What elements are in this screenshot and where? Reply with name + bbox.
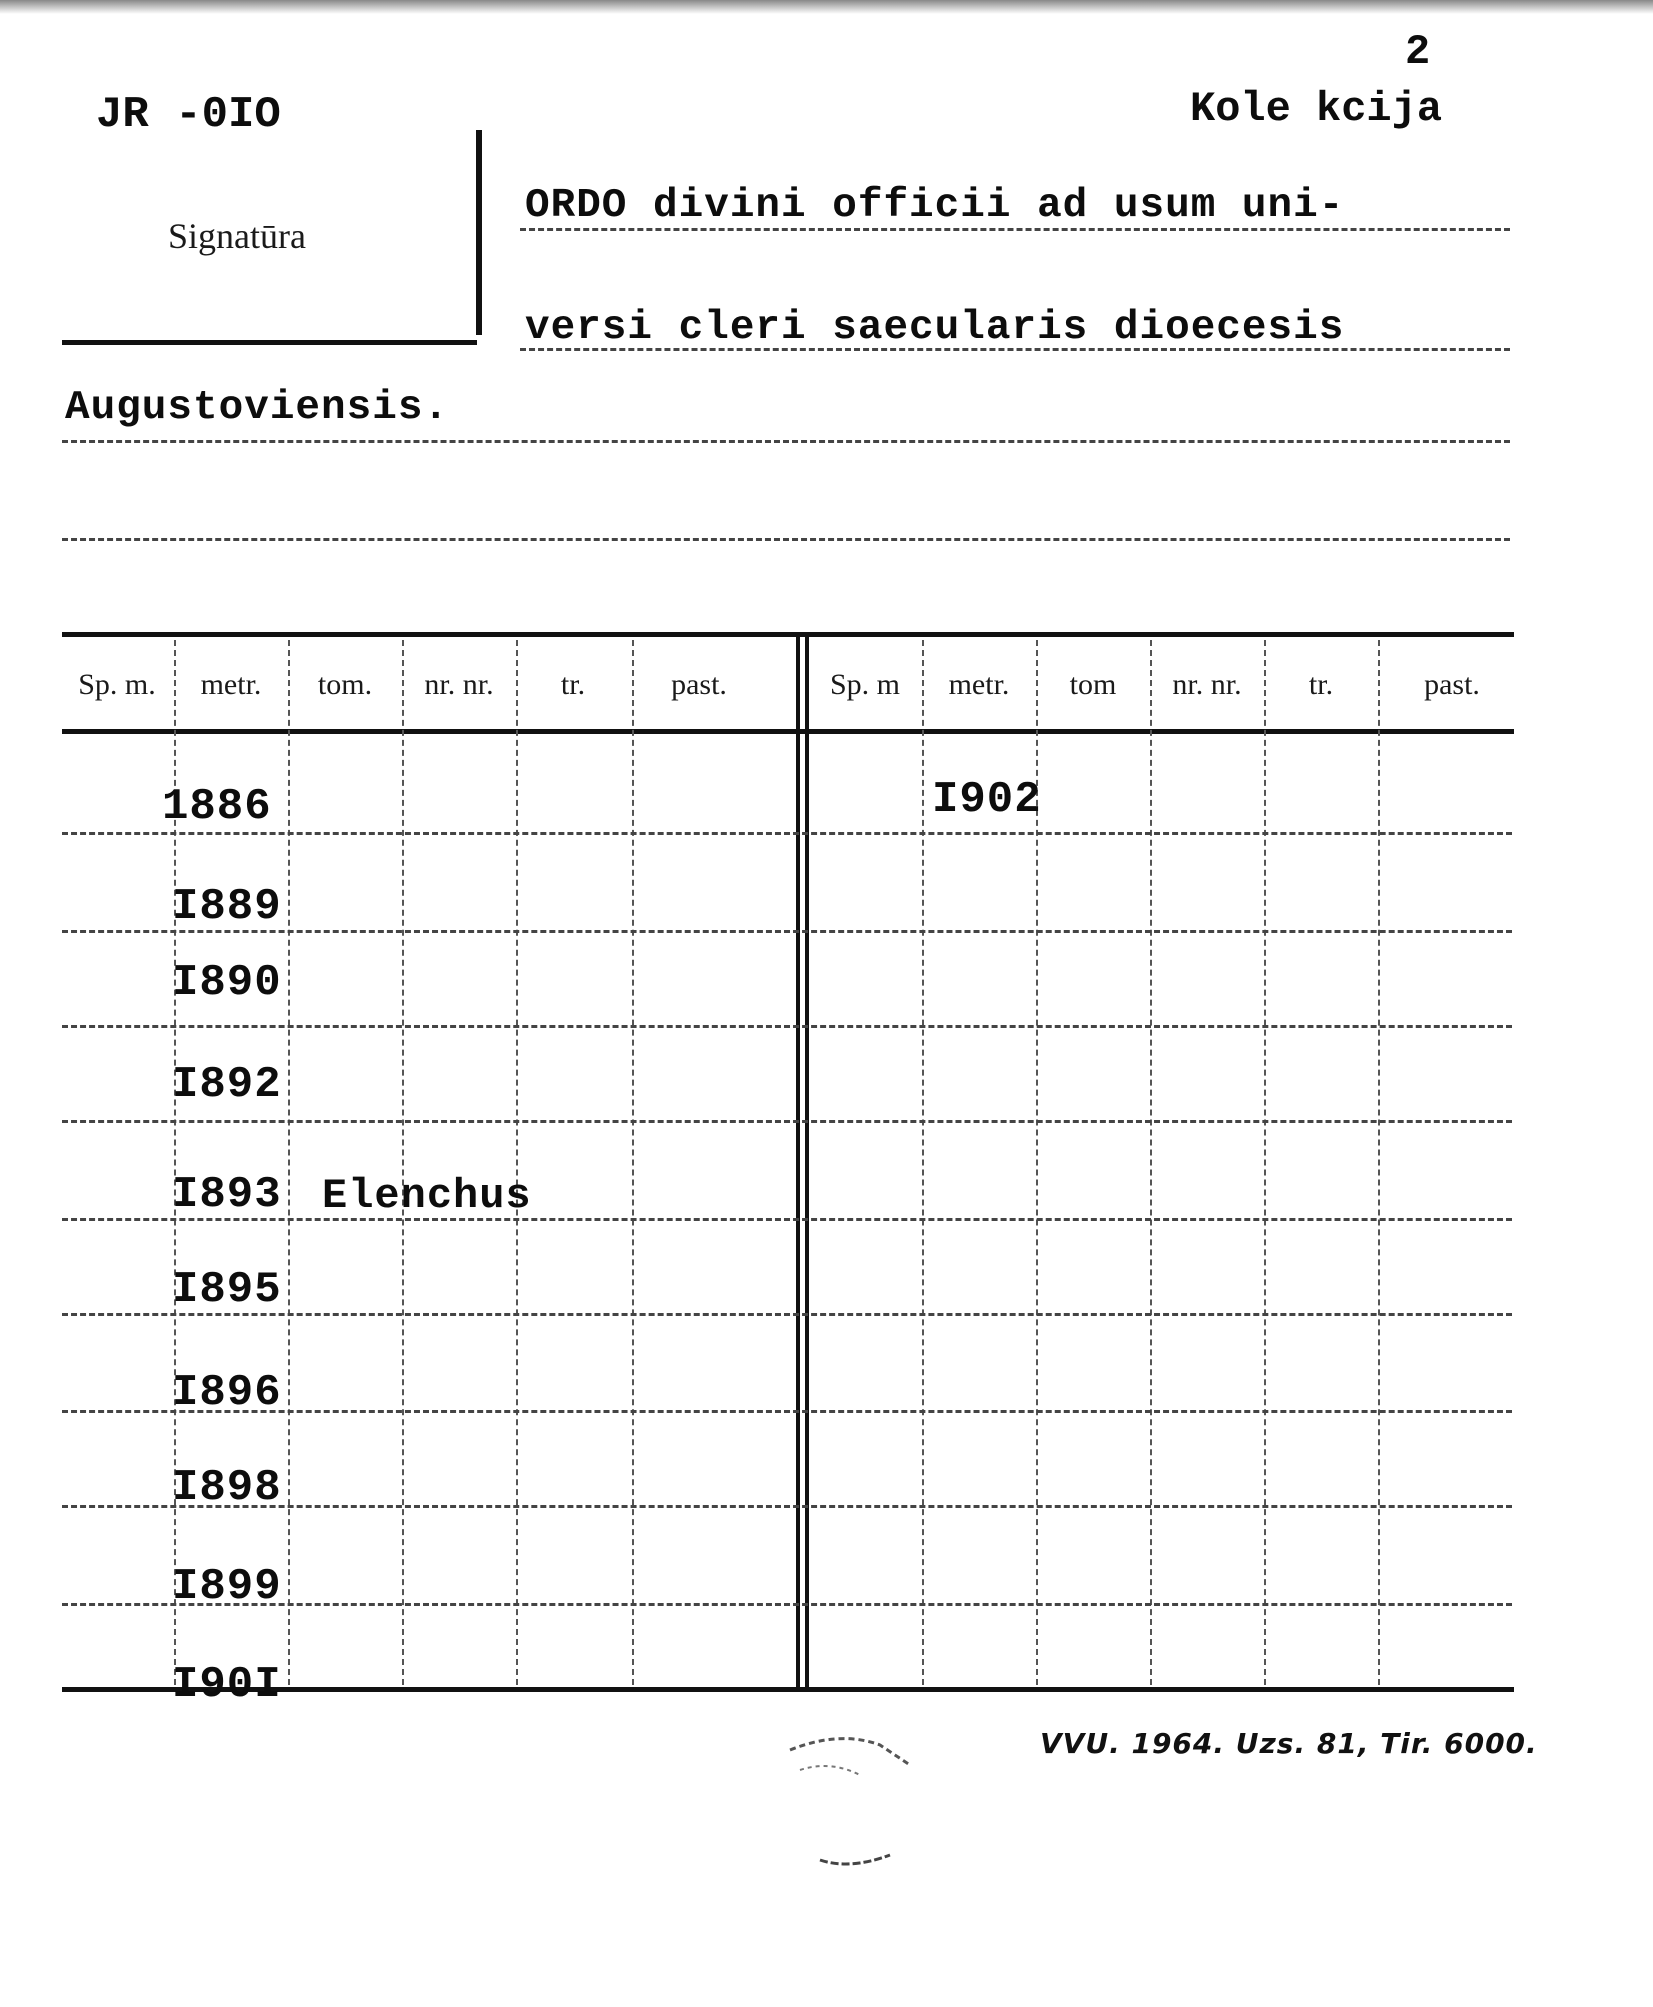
table-center-divider-a (796, 637, 800, 1687)
col-header-nr-nr: nr. nr. (424, 668, 494, 701)
year-entry: I898 (172, 1463, 282, 1513)
title-rule-1 (520, 228, 1510, 231)
signature-label: Signatūra (168, 216, 306, 256)
card-top-edge (0, 0, 1653, 14)
col-divider (402, 640, 404, 1685)
row-rule (62, 832, 1512, 835)
year-entry: I90I (172, 1660, 282, 1710)
row-rule (62, 1025, 1512, 1028)
year-entry: 1886 (162, 782, 272, 832)
year-entry: I896 (172, 1368, 282, 1418)
header-divider (476, 130, 482, 335)
title-rule-2 (520, 348, 1510, 351)
col-header-metr: metr. (948, 668, 1010, 701)
col-header-tr: tr. (1308, 668, 1334, 701)
col-header-metr: metr. (200, 668, 262, 701)
year-entry: I890 (172, 958, 282, 1008)
col-divider (516, 640, 518, 1685)
collection-label: Kole kcija (1190, 85, 1443, 133)
year-entry: I902 (932, 775, 1042, 825)
title-line-2: versi cleri saecularis dioecesis (525, 305, 1345, 351)
year-entry: I899 (172, 1562, 282, 1612)
col-header-sp-m: Sp. m (829, 668, 901, 701)
page-number: 2 (1405, 28, 1431, 76)
col-header-past: past. (1424, 668, 1480, 701)
print-stamp: VVU. 1964. Uzs. 81, Tir. 6000. (1040, 1727, 1538, 1760)
row-rule (62, 1120, 1512, 1123)
title-line-1: ORDO divini officii ad usum uni- (525, 183, 1345, 229)
year-entry: I893 (172, 1170, 282, 1220)
col-divider (1150, 640, 1152, 1685)
blank-rule (62, 538, 1510, 541)
year-entry: I895 (172, 1265, 282, 1315)
col-divider (288, 640, 290, 1685)
col-header-nr-nr: nr. nr. (1172, 668, 1242, 701)
col-divider (632, 640, 634, 1685)
elenchus-note: Elenchus (322, 1172, 532, 1220)
col-header-past: past. (671, 668, 727, 701)
faint-ink-mark (780, 1720, 920, 1880)
title-rule-3 (62, 440, 1510, 443)
table-center-divider-b (805, 637, 809, 1687)
col-divider (1378, 640, 1380, 1685)
table-top-rule (62, 632, 1514, 637)
col-header-sp-m: Sp. m. (78, 668, 156, 701)
col-header-tr: tr. (560, 668, 586, 701)
col-divider (922, 640, 924, 1685)
year-entry: I892 (172, 1060, 282, 1110)
col-header-tom: tom (1069, 668, 1117, 701)
title-line-3: Augustoviensis. (65, 385, 450, 431)
signature-code: JR -0IO (96, 90, 281, 140)
signature-rule (62, 340, 477, 345)
table-header-rule (62, 729, 1514, 734)
col-divider (1264, 640, 1266, 1685)
col-header-tom: tom. (317, 668, 373, 701)
year-entry: I889 (172, 882, 282, 932)
